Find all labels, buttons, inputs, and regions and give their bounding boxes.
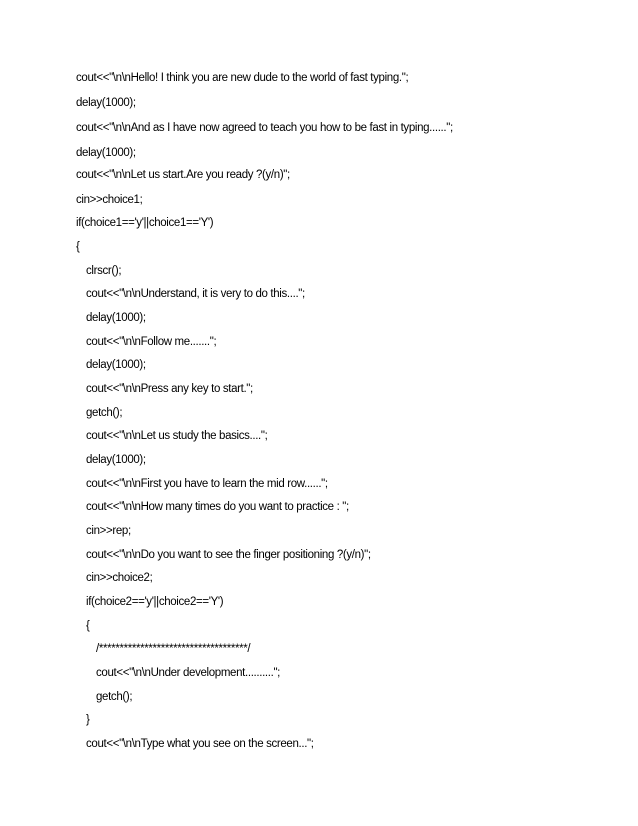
code-line: clrscr();	[86, 265, 122, 277]
code-line: getch();	[96, 691, 133, 703]
code-line: getch();	[86, 407, 123, 419]
code-line: cout<<"\n\nFollow me.......";	[86, 336, 217, 348]
code-line: cout<<"\n\nDo you want to see the finger positioning ?(y/n)";	[86, 549, 371, 561]
code-line: /************************************/	[96, 643, 251, 655]
code-line: delay(1000);	[86, 454, 146, 466]
code-line: delay(1000);	[76, 147, 136, 159]
code-line: cout<<"\n\nType what you see on the screen...";	[86, 738, 314, 750]
code-line: cin>>choice1;	[76, 194, 143, 206]
code-line: {	[76, 241, 80, 253]
code-line: }	[86, 714, 90, 726]
code-line: cin>>choice2;	[86, 572, 153, 584]
code-line: cin>>rep;	[86, 525, 131, 537]
code-line: cout<<"\n\nLet us start.Are you ready ?(y/n)";	[76, 169, 290, 181]
code-line: if(choice1=='y'||choice1=='Y')	[76, 217, 214, 229]
code-line: cout<<"\n\nUnderstand, it is very to do this....";	[86, 288, 305, 300]
code-line: cout<<"\n\nFirst you have to learn the mid row......";	[86, 478, 328, 490]
code-line: delay(1000);	[86, 359, 146, 371]
code-line: cout<<"\n\nLet us study the basics....";	[86, 430, 268, 442]
code-line: {	[86, 620, 90, 632]
code-line: cout<<"\n\nPress any key to start.";	[86, 383, 253, 395]
code-line: delay(1000);	[86, 312, 146, 324]
code-line: cout<<"\n\nAnd as I have now agreed to teach you how to be fast in typing......";	[76, 122, 453, 134]
code-line: cout<<"\n\nHello! I think you are new dude to the world of fast typing.";	[76, 72, 409, 84]
code-line: cout<<"\n\nHow many times do you want to practice : ";	[86, 501, 349, 513]
code-line: if(choice2=='y'||choice2=='Y')	[86, 596, 224, 608]
code-line: cout<<"\n\nUnder development..........";	[96, 667, 281, 679]
code-line: delay(1000);	[76, 97, 136, 109]
